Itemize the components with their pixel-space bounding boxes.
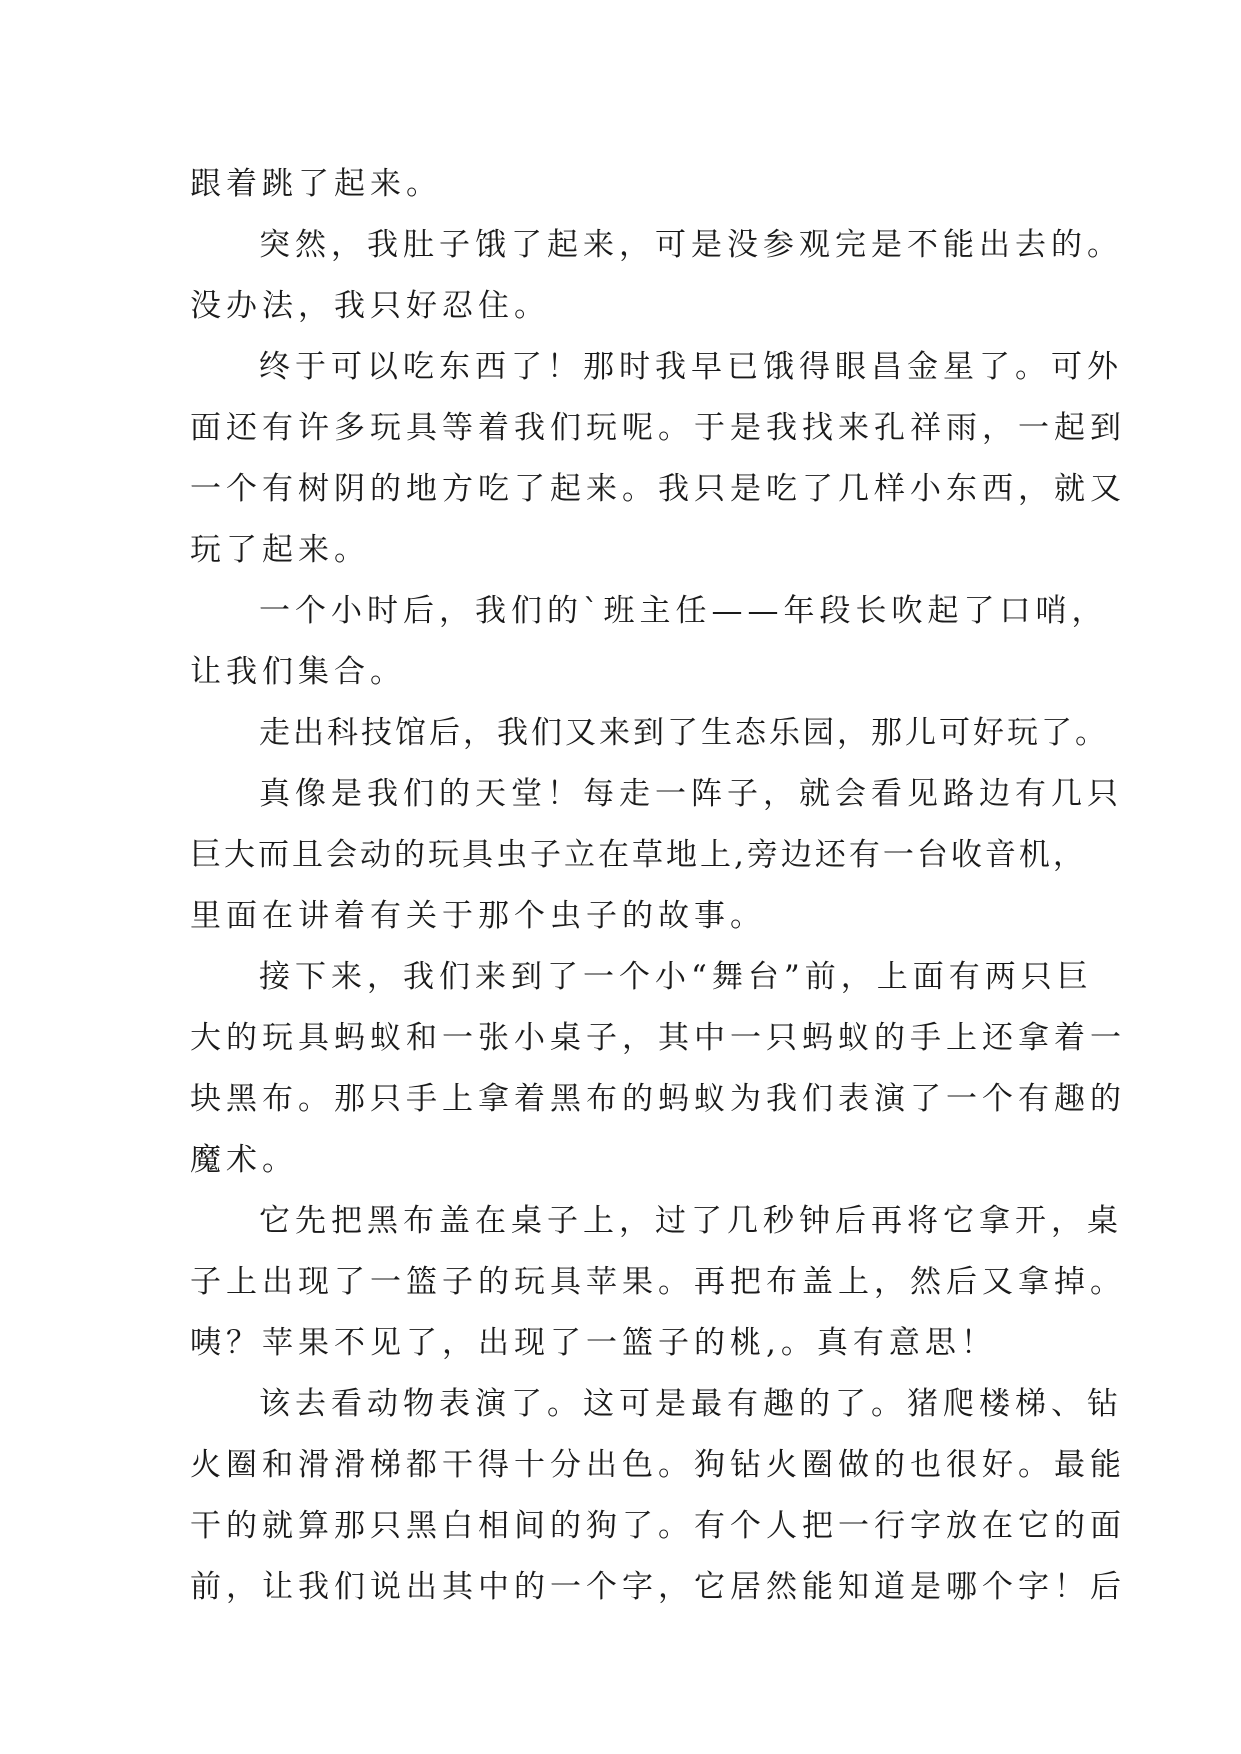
text-line: 让我们集合。 bbox=[190, 654, 406, 690]
text-line: 巨大而且会动的玩具虫子立在草地上,旁边还有一台收音机， bbox=[190, 837, 1087, 873]
text-line: 干的就算那只黑白相间的狗了。有个人把一行字放在它的面 bbox=[190, 1508, 1126, 1544]
text-line: 块黑布。那只手上拿着黑布的蚂蚁为我们表演了一个有趣的 bbox=[190, 1081, 1126, 1117]
text-line: 前，让我们说出其中的一个字，它居然能知道是哪个字！后 bbox=[190, 1569, 1126, 1605]
text-line: 里面在讲着有关于那个虫子的故事。 bbox=[190, 898, 766, 934]
text-line: 面还有许多玩具等着我们玩呢。于是我找来孔祥雨，一起到 bbox=[190, 410, 1126, 446]
text-line: 走出科技馆后，我们又来到了生态乐园，那儿可好玩了。 bbox=[259, 715, 1109, 751]
text-line: 火圈和滑滑梯都干得十分出色。狗钻火圈做的也很好。最能 bbox=[190, 1447, 1126, 1483]
text-line: 接下来，我们来到了一个小“舞台”前，上面有两只巨 bbox=[259, 959, 1093, 995]
text-line: 魔术。 bbox=[190, 1142, 298, 1178]
text-line: 大的玩具蚂蚁和一张小桌子，其中一只蚂蚁的手上还拿着一 bbox=[190, 1020, 1126, 1056]
text-line: 子上出现了一篮子的玩具苹果。再把布盖上，然后又拿掉。 bbox=[190, 1264, 1126, 1300]
text-line: 它先把黑布盖在桌子上，过了几秒钟后再将它拿开，桌 bbox=[259, 1203, 1123, 1239]
text-line: 该去看动物表演了。这可是最有趣的了。猪爬楼梯、钻 bbox=[259, 1386, 1123, 1422]
text-line: 跟着跳了起来。 bbox=[190, 166, 442, 202]
text-line: 一个有树阴的地方吃了起来。我只是吃了几样小东西，就又 bbox=[190, 471, 1126, 507]
text-line: 突然，我肚子饿了起来，可是没参观完是不能出去的。 bbox=[259, 227, 1123, 263]
text-line: 玩了起来。 bbox=[190, 532, 370, 568]
text-line: 没办法，我只好忍住。 bbox=[190, 288, 550, 324]
text-line: 终于可以吃东西了！那时我早已饿得眼昌金星了。可外 bbox=[259, 349, 1123, 385]
text-line: 真像是我们的天堂！每走一阵子，就会看见路边有几只 bbox=[259, 776, 1123, 812]
text-line: 咦？苹果不见了，出现了一篮子的桃,。真有意思！ bbox=[190, 1325, 997, 1361]
text-line: 一个小时后，我们的`班主任——年段长吹起了口哨， bbox=[259, 593, 1108, 629]
